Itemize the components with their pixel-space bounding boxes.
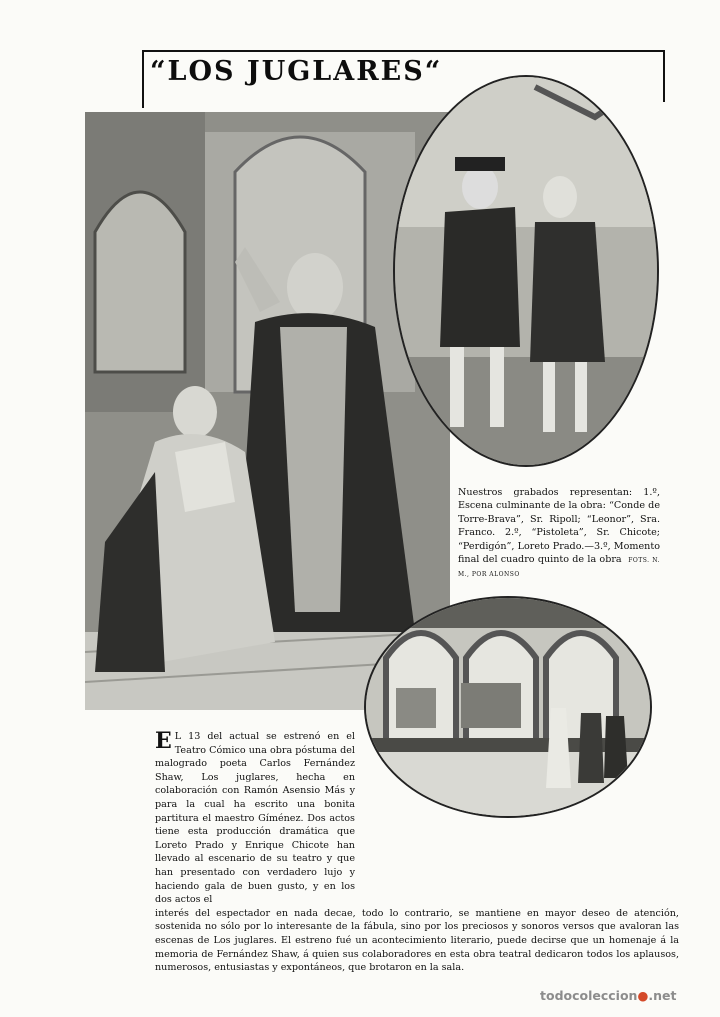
article-title: “LOS JUGLARES“ bbox=[150, 56, 443, 87]
watermark-text-b: .net bbox=[648, 988, 677, 1003]
title-frame-top bbox=[142, 50, 665, 52]
oval-photograph-top bbox=[393, 75, 659, 467]
photo-credit: FOTS. N. M., POR ALONSO bbox=[458, 557, 660, 579]
body-narrow-paragraph bbox=[155, 730, 355, 907]
oval-top-illustration bbox=[395, 77, 657, 465]
main-photograph bbox=[85, 112, 450, 710]
watermark-text-a: todocoleccion bbox=[540, 988, 638, 1003]
main-photo-illustration bbox=[85, 112, 450, 710]
photo-caption bbox=[458, 486, 660, 579]
watermark-dot-icon: ● bbox=[637, 988, 649, 1003]
title-frame-right bbox=[663, 50, 665, 102]
site-watermark bbox=[540, 988, 710, 1008]
body-narrow-text: L 13 del actual se estrenó en el Teatro Cómico una obra póstuma del malogrado poeta Carlos Fernández Shaw, Los juglares, hecha en colaboración con Ramón Asensio Más y para la cual ha escrito una bonita partitura el maestro Gíménez. Dos actos tiene esta producción dramática que Loreto Prado y Enrique Chicote han llevado al escenario de su teatro y que han presentado con verdadero lujo y haciendo gala de buen gusto, y en los dos actos el bbox=[155, 731, 355, 906]
title-frame-left bbox=[142, 50, 144, 108]
article-body bbox=[155, 728, 679, 974]
body-wide-paragraph: interés del espectador en nada decae, todo lo contrario, se mantiene en mayor deseo de atención, sostenida no sólo por lo interesante de la fábula, sino por los preciosos y sonoros versos que avaloran las escenas de Los juglares. El estreno fué un acontecimiento literario, puede decirse que un homenaje á la memoria de Fernández Shaw, á quien sus colaboradores en esta obra teatral dedicaron todos los aplausos, numerosos, entusiastas y expontáneos, que brotaron en la sala. bbox=[155, 907, 679, 974]
drop-cap: E bbox=[155, 728, 172, 754]
caption-text: Nuestros grabados representan: 1.º, Escena culminante de la obra: “Conde de Torre-Brava”, Sr. Ripoll; “Leonor”, Sra. Franco. 2.º, “Pistoleta”, Sr. Chicote; “Perdigón”, Loreto Prado.—3.º, Momento final del cuadro quinto de la obra bbox=[458, 487, 660, 566]
